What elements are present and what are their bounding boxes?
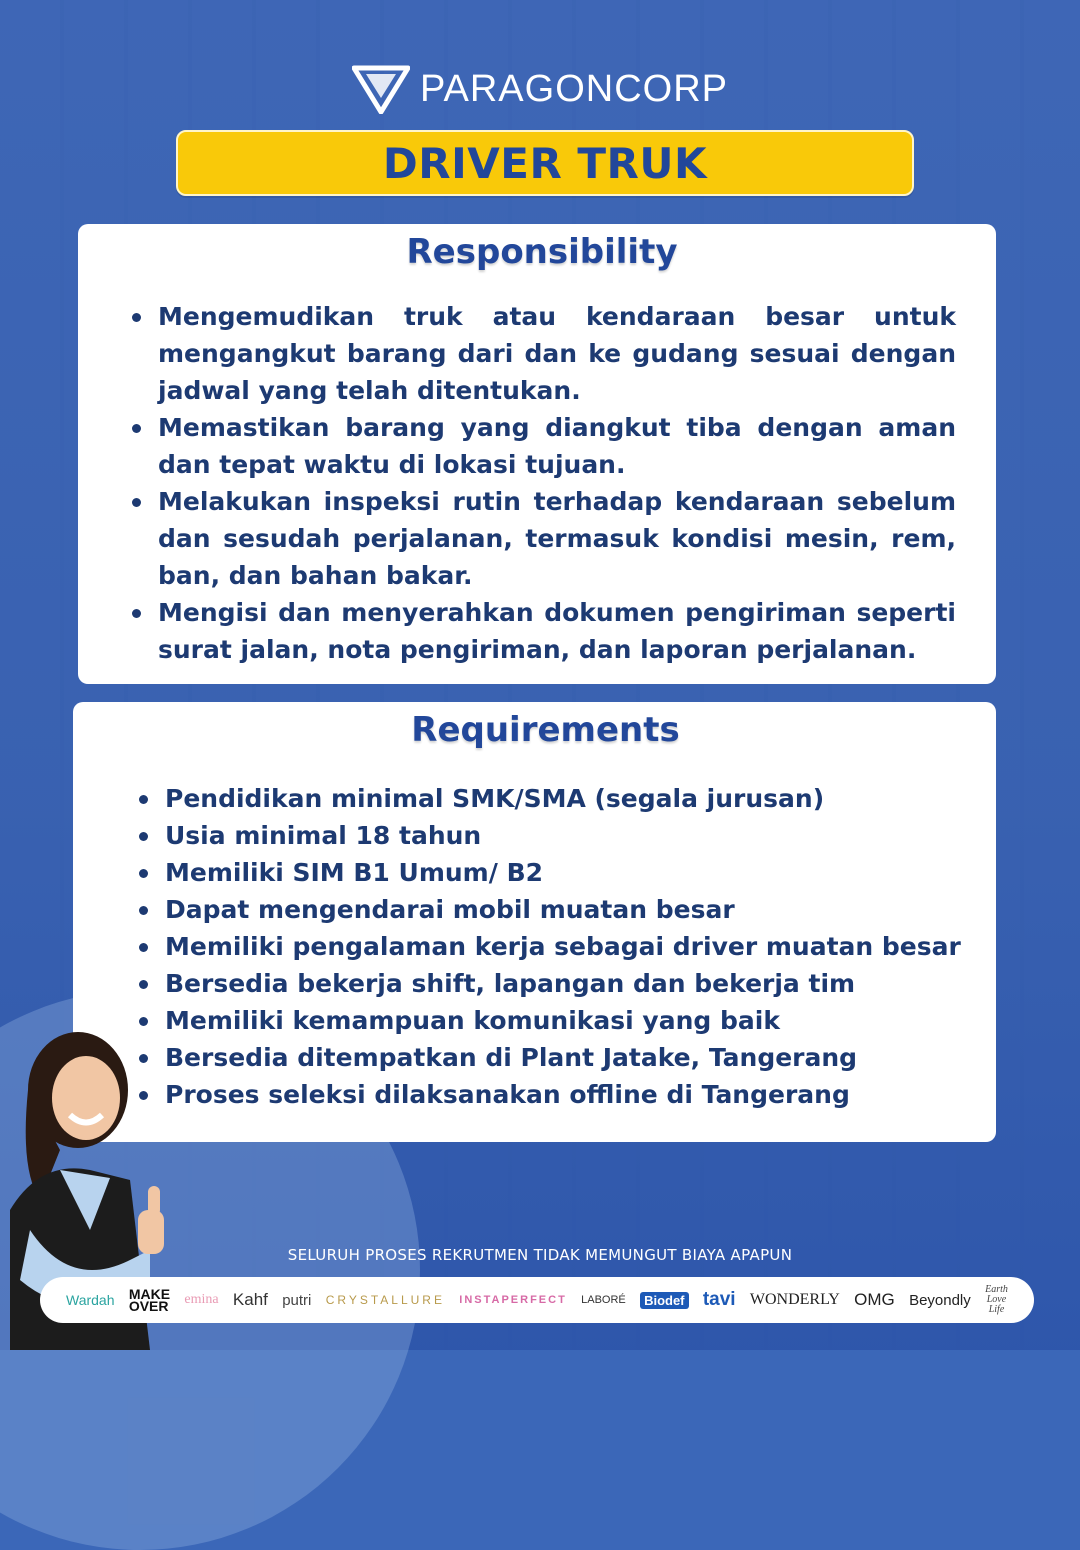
list-item: Bersedia bekerja shift, lapangan dan bekerja tim bbox=[135, 965, 956, 1002]
crystallure-logo: CRYSTALLURE bbox=[325, 1293, 445, 1307]
emina-logo: emina bbox=[184, 1292, 219, 1307]
list-item: Bersedia ditempatkan di Plant Jatake, Tangerang bbox=[135, 1039, 956, 1076]
list-item: Memiliki kemampuan komunikasi yang baik bbox=[135, 1002, 956, 1039]
labore-logo: LABORÉ bbox=[581, 1294, 626, 1306]
logo-text: PARAGONCORP bbox=[419, 67, 728, 110]
requirements-heading: Requirements bbox=[411, 710, 680, 750]
kahf-logo: Kahf bbox=[232, 1290, 268, 1309]
list-item: Memiliki SIM B1 Umum/ B2 bbox=[135, 854, 956, 891]
list-item: Mengemudikan truk atau kendaraan besar untuk mengangkut barang dari dan ke gudang sesuai dengan jadwal yang telah ditentukan. bbox=[128, 298, 956, 409]
job-title-banner bbox=[176, 130, 914, 196]
paragon-logo bbox=[0, 64, 1080, 114]
responsibility-card bbox=[78, 224, 996, 684]
job-title: DRIVER TRUK bbox=[382, 138, 708, 188]
omg-logo: OMG bbox=[854, 1290, 895, 1309]
paragon-logo-icon bbox=[352, 64, 410, 114]
recruitment-notice: SELURUH PROSES REKRUTMEN TIDAK MEMUNGUT BIAYA APAPUN bbox=[287, 1246, 793, 1264]
instaperfect-logo: INSTAPERFECT bbox=[459, 1294, 567, 1306]
tavi-logo: tavi bbox=[702, 1289, 736, 1310]
wardah-logo: Wardah bbox=[66, 1292, 115, 1308]
wonderly-logo: WONDERLY bbox=[749, 1291, 840, 1308]
list-item: Proses seleksi dilaksanakan offline di Tangerang bbox=[135, 1076, 956, 1113]
requirements-list bbox=[135, 780, 961, 1113]
list-item: Dapat mengendarai mobil muatan besar bbox=[135, 891, 956, 928]
list-item: Pendidikan minimal SMK/SMA (segala jurusan) bbox=[135, 780, 956, 817]
list-item: Memiliki pengalaman kerja sebagai driver muatan besar bbox=[135, 928, 956, 965]
brand-logos-bar bbox=[40, 1277, 1034, 1323]
responsibility-list bbox=[128, 298, 956, 668]
make-over-logo: MAKE OVER bbox=[128, 1286, 171, 1314]
putri-logo: putri bbox=[282, 1291, 312, 1309]
earth-love-life-logo: Earth Love Life bbox=[985, 1284, 1008, 1315]
list-item: Mengisi dan menyerahkan dokumen pengiriman seperti surat jalan, nota pengiriman, dan laporan perjalanan. bbox=[128, 594, 956, 668]
beyondly-logo: Beyondly bbox=[909, 1291, 971, 1309]
list-item: Usia minimal 18 tahun bbox=[135, 817, 956, 854]
list-item: Memastikan barang yang diangkut tiba dengan aman dan tepat waktu di lokasi tujuan. bbox=[128, 409, 956, 483]
biodef-logo: Biodef bbox=[640, 1292, 688, 1309]
list-item: Melakukan inspeksi rutin terhadap kendaraan sebelum dan sesudah perjalanan, termasuk kondisi mesin, rem, ban, dan bahan bakar. bbox=[128, 483, 956, 594]
requirements-card bbox=[73, 702, 996, 1142]
responsibility-heading: Responsibility bbox=[406, 232, 678, 272]
